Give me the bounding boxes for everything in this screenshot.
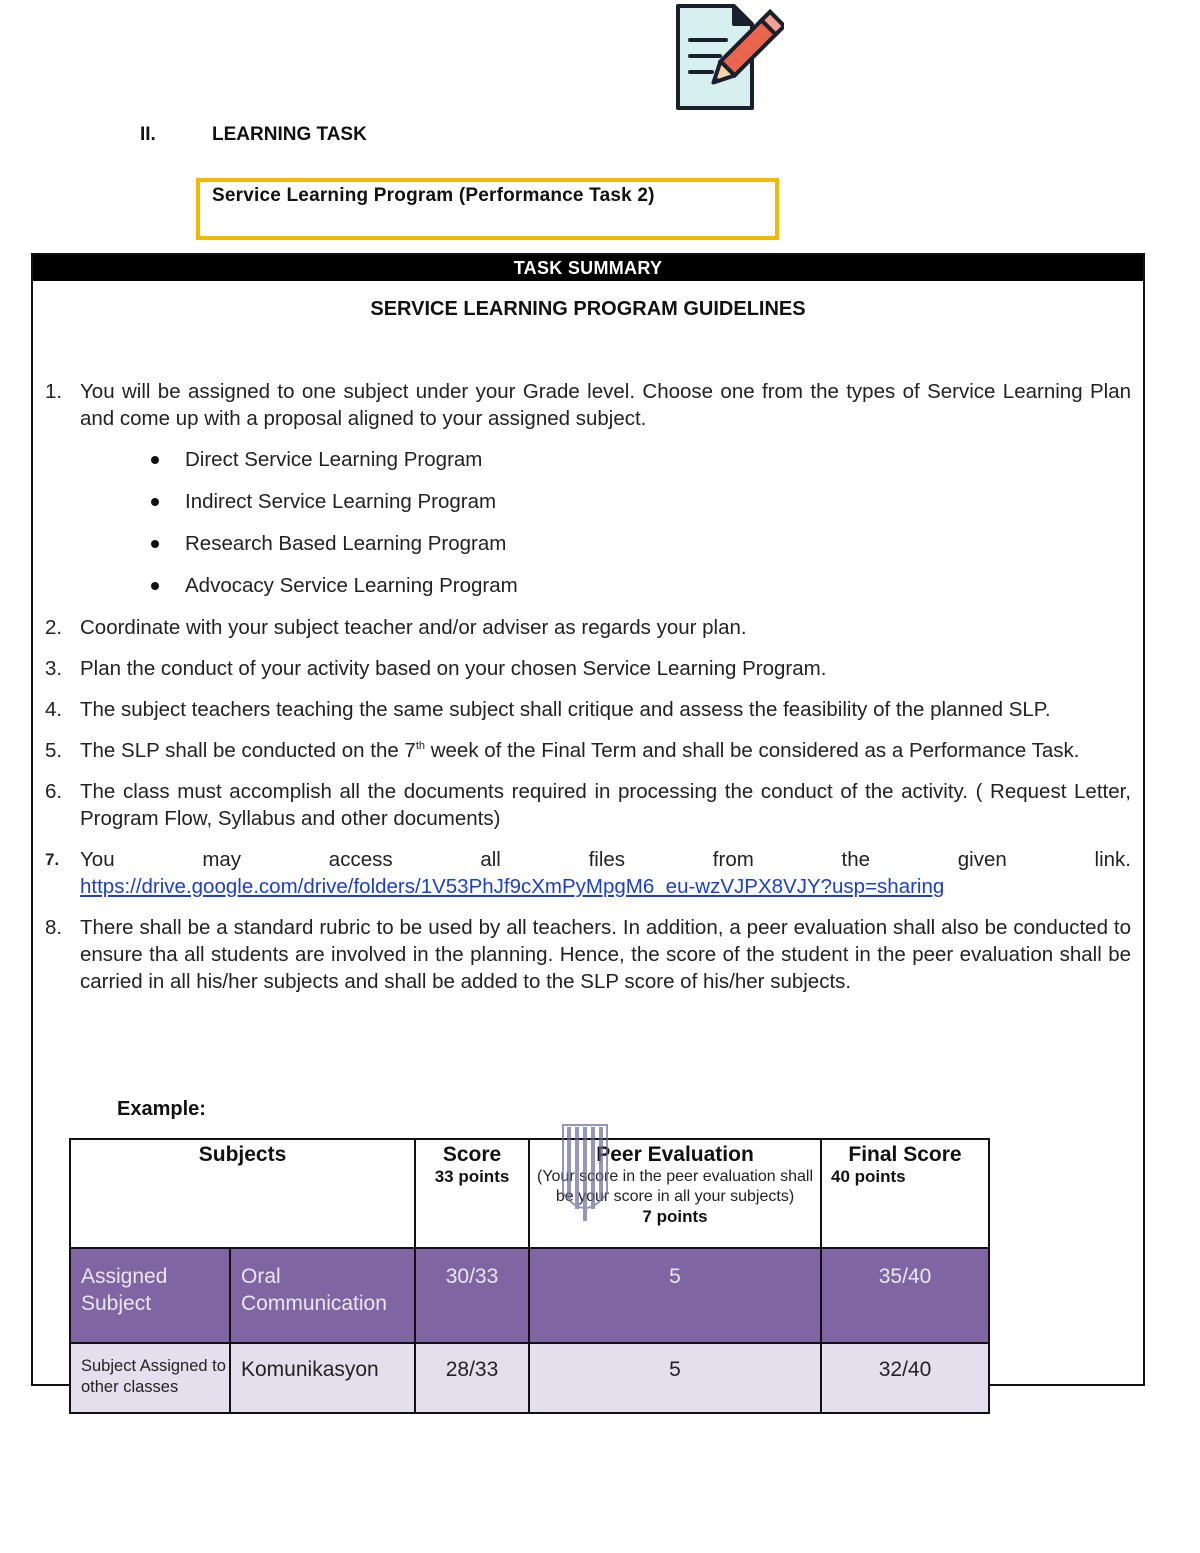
score-cell: 30/33 [415,1248,529,1343]
document-pencil-icon [672,0,784,114]
header-points: 7 points [642,1207,708,1226]
step-number: 3. [45,657,63,680]
final-cell: 35/40 [821,1248,989,1343]
step-word: access [328,848,393,871]
example-label: Example: [117,1098,206,1120]
peer-cell: 5 [529,1248,821,1343]
header-points: 33 points [434,1167,510,1186]
list-item: Advocacy Service Learning Program [80,572,1131,599]
list-item [33,737,1131,764]
header-title: Final Score [848,1143,962,1166]
row-label: Assigned Subject [70,1248,230,1343]
list-item [33,655,1131,682]
header-title: Score [442,1143,502,1166]
score-cell: 28/33 [415,1343,529,1413]
step-text-part: The SLP shall be conducted on the 7 [80,739,416,762]
step-word: from [712,848,754,871]
drive-folder-link[interactable]: https://drive.google.com/drive/folders/1V53PhJf9cXmPyMpgM6_eu-wzVJPX8VJY?usp=sharing [80,875,945,898]
list-item [33,378,1131,599]
step-word: files [588,848,626,871]
list-item: Direct Service Learning Program [80,446,1131,473]
step-number: 8. [45,916,63,939]
task-title-box [196,178,779,240]
task-summary-header: TASK SUMMARY [33,255,1143,281]
list-item [33,778,1131,832]
row-label: Subject Assigned to other classes [70,1343,230,1413]
step-text: There shall be a standard rubric to be used by all teachers. In addition, a peer evaluation shall also be conducted to ensure tha all students are involved in the planning. Hence, the score of the student in the peer evaluation shall be carried in all his/her subjects and shall be added to the SLP score of his/her subjects. [80,916,1131,993]
guidelines-title: SERVICE LEARNING PROGRAM GUIDELINES [370,298,806,320]
table-row [70,1248,989,1343]
step-text: You will be assigned to one subject under your Grade level. Choose one from the types of Service Learning Plan and come up with a proposal aligned to your assigned subject. [80,380,1131,430]
list-item: Indirect Service Learning Program [80,488,1131,515]
section-title: LEARNING TASK [212,124,367,145]
header-note: (Your score in the peer evaluation shall be your score in all your subjects) [536,1168,814,1205]
step-word: given [957,848,1007,871]
step-word: all [480,848,501,871]
task-summary-panel [31,253,1145,1396]
list-item [33,846,1131,900]
table-row [70,1343,989,1413]
example-table [69,1138,990,1414]
peer-evaluation-header [529,1139,821,1248]
step-text: Coordinate with your subject teacher and/or adviser as regards your plan. [80,616,747,639]
program-type-list [80,446,1131,599]
header-title: Peer Evaluation [596,1143,754,1166]
step-number: 7. [45,850,60,869]
step-text [80,846,1131,873]
task-title: Service Learning Program (Performance Task 2) [212,185,655,206]
subject-cell: Oral Communication [230,1248,415,1343]
list-item [33,696,1131,723]
step-word: link. [1094,848,1131,871]
final-score-header [821,1139,989,1248]
table-header-row [70,1139,989,1248]
step-word: You [80,848,115,871]
section-number: II. [140,124,156,145]
step-number: 5. [45,739,63,762]
score-header [415,1139,529,1248]
step-text: The class must accomplish all the documents required in processing the conduct of the activity. ( Request Letter, Program Flow, Syllabus and other documents) [80,780,1131,830]
step-number: 4. [45,698,63,721]
step-number: 2. [45,616,63,639]
shield-watermark-icon [561,1123,609,1233]
ordinal-suffix: th [415,740,426,752]
header-title: Subjects [198,1143,287,1166]
step-number: 1. [45,380,63,403]
subject-cell: Komunikasyon [230,1343,415,1413]
list-item [33,614,1131,641]
subjects-header [70,1139,415,1248]
step-word: the [841,848,871,871]
guidelines-list [33,378,1131,1009]
step-text [80,739,1079,762]
section-heading [140,124,367,146]
step-text-part: week of the Final Term and shall be considered as a Performance Task. [425,739,1080,762]
step-text: The subject teachers teaching the same subject shall critique and assess the feasibility of the planned SLP. [80,698,1051,721]
final-cell: 32/40 [821,1343,989,1413]
header-points: 40 points [831,1167,906,1186]
step-number: 6. [45,780,63,803]
list-item [33,914,1131,995]
peer-cell: 5 [529,1343,821,1413]
list-item: Research Based Learning Program [80,530,1131,557]
step-word: may [202,848,242,871]
step-text: Plan the conduct of your activity based on your chosen Service Learning Program. [80,657,827,680]
